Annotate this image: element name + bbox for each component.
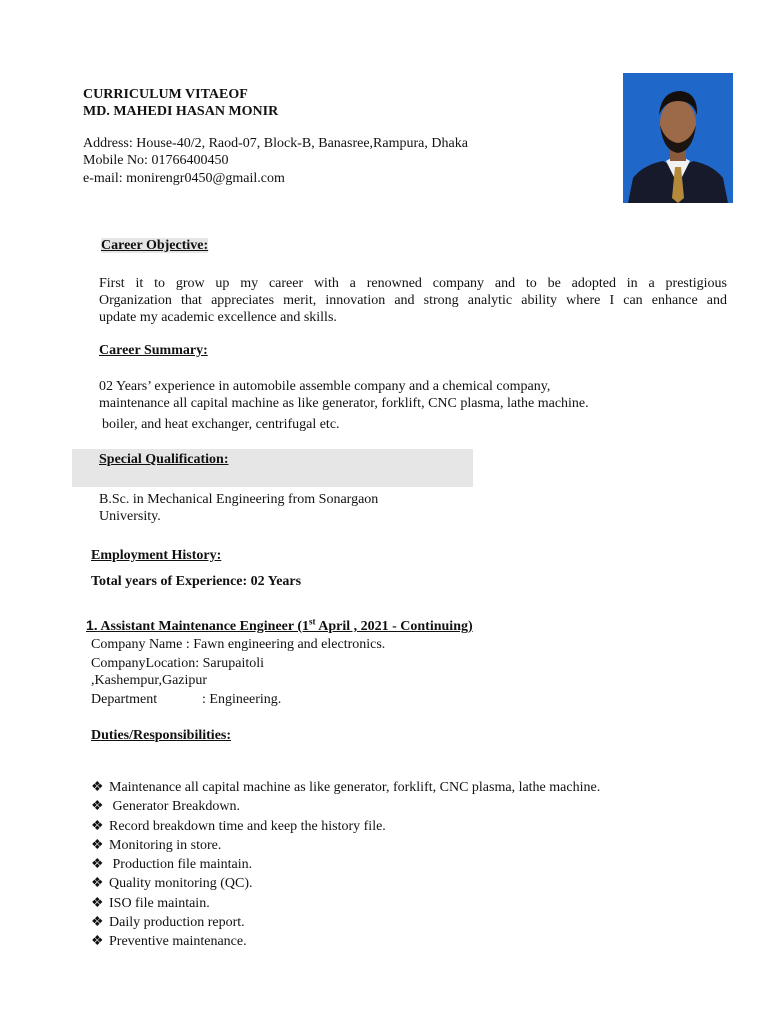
list-item: [91, 932, 731, 951]
career-summary-line: boiler, and heat exchanger, centrifugal etc.: [102, 417, 340, 432]
list-item: [91, 797, 731, 816]
job-title-superscript: st: [309, 616, 316, 627]
mobile-line: Mobile No: 01766400450: [83, 153, 229, 168]
diamond-bullet-icon: ❖: [91, 780, 104, 795]
diamond-bullet-icon: ❖: [91, 857, 104, 873]
list-item: [91, 778, 731, 797]
career-objective-line: Organization that appreciates merit, innovation and strong analytic ability where I can enhance and: [99, 293, 727, 308]
duty-text: Generator Breakdown.: [109, 799, 241, 815]
list-item: [91, 836, 731, 855]
candidate-name: MD. MAHEDI HASAN MONIR: [83, 104, 279, 119]
duty-text: Maintenance all capital machine as like generator, forklift, CNC plasma, lathe machine.: [109, 780, 601, 795]
employment-history-heading: Employment History:: [91, 548, 222, 563]
cv-title: CURRICULUM VITAEOF: [83, 87, 248, 102]
duty-text: ISO file maintain.: [109, 895, 210, 911]
special-qualification-heading: Special Qualification:: [99, 452, 229, 467]
diamond-bullet-icon: ❖: [91, 934, 104, 950]
duty-text: Monitoring in store.: [109, 837, 222, 853]
duty-text: Record breakdown time and keep the history file.: [109, 818, 386, 834]
career-summary-line: maintenance all capital machine as like generator, forklift, CNC plasma, lathe machine.: [99, 396, 589, 411]
job-title: [86, 617, 533, 635]
job-title-date: April , 2021 - Continuing): [315, 619, 473, 634]
diamond-bullet-icon: ❖: [91, 895, 104, 911]
diamond-bullet-icon: ❖: [91, 837, 104, 853]
duty-text: Preventive maintenance.: [109, 934, 247, 950]
profile-photo: [623, 73, 733, 203]
address-line: Address: House-40/2, Raod-07, Block-B, Banasree,Rampura, Dhaka: [83, 136, 468, 151]
list-item: [91, 894, 731, 913]
company-location-continued: ,Kashempur,Gazipur: [91, 673, 208, 688]
duties-list: [91, 778, 731, 952]
duties-heading: Duties/Responsibilities:: [91, 728, 232, 743]
qualification-line: B.Sc. in Mechanical Engineering from Sonargaon: [99, 492, 379, 507]
career-objective-text: [99, 275, 727, 326]
total-experience: Total years of Experience: 02 Years: [91, 574, 302, 589]
career-objective-heading-text: Career Objective:: [101, 238, 209, 253]
qualification-line: University.: [99, 509, 161, 524]
email-line: e-mail: monirengr0450@gmail.com: [83, 171, 285, 186]
company-location: CompanyLocation: Sarupaitoli: [91, 656, 265, 671]
duty-text: Quality monitoring (QC).: [109, 876, 253, 892]
career-summary-heading: Career Summary:: [99, 343, 208, 358]
list-item: [91, 817, 731, 836]
diamond-bullet-icon: ❖: [91, 799, 104, 815]
duty-text: Production file maintain.: [109, 857, 253, 873]
duty-text: Daily production report.: [109, 915, 245, 931]
diamond-bullet-icon: ❖: [91, 818, 104, 834]
career-objective-heading: [99, 237, 210, 254]
career-objective-line: First it to grow up my career with a renowned company and to be adopted in a prestigious: [99, 276, 727, 291]
company-name: Company Name : Fawn engineering and electronics.: [91, 637, 386, 652]
list-item: [91, 874, 731, 893]
diamond-bullet-icon: ❖: [91, 915, 104, 931]
job-title-text: Assistant Maintenance Engineer (1: [100, 619, 309, 634]
career-summary-line: 02 Years’ experience in automobile assemble company and a chemical company,: [99, 379, 551, 394]
career-objective-line: update my academic excellence and skills.: [99, 310, 337, 325]
department-label: Department: [91, 692, 158, 707]
diamond-bullet-icon: ❖: [91, 876, 104, 892]
department-value: : Engineering.: [202, 692, 282, 707]
job-number: 1.: [86, 617, 98, 633]
list-item: [91, 913, 731, 932]
person-portrait-icon: [623, 73, 733, 203]
list-item: [91, 855, 731, 874]
